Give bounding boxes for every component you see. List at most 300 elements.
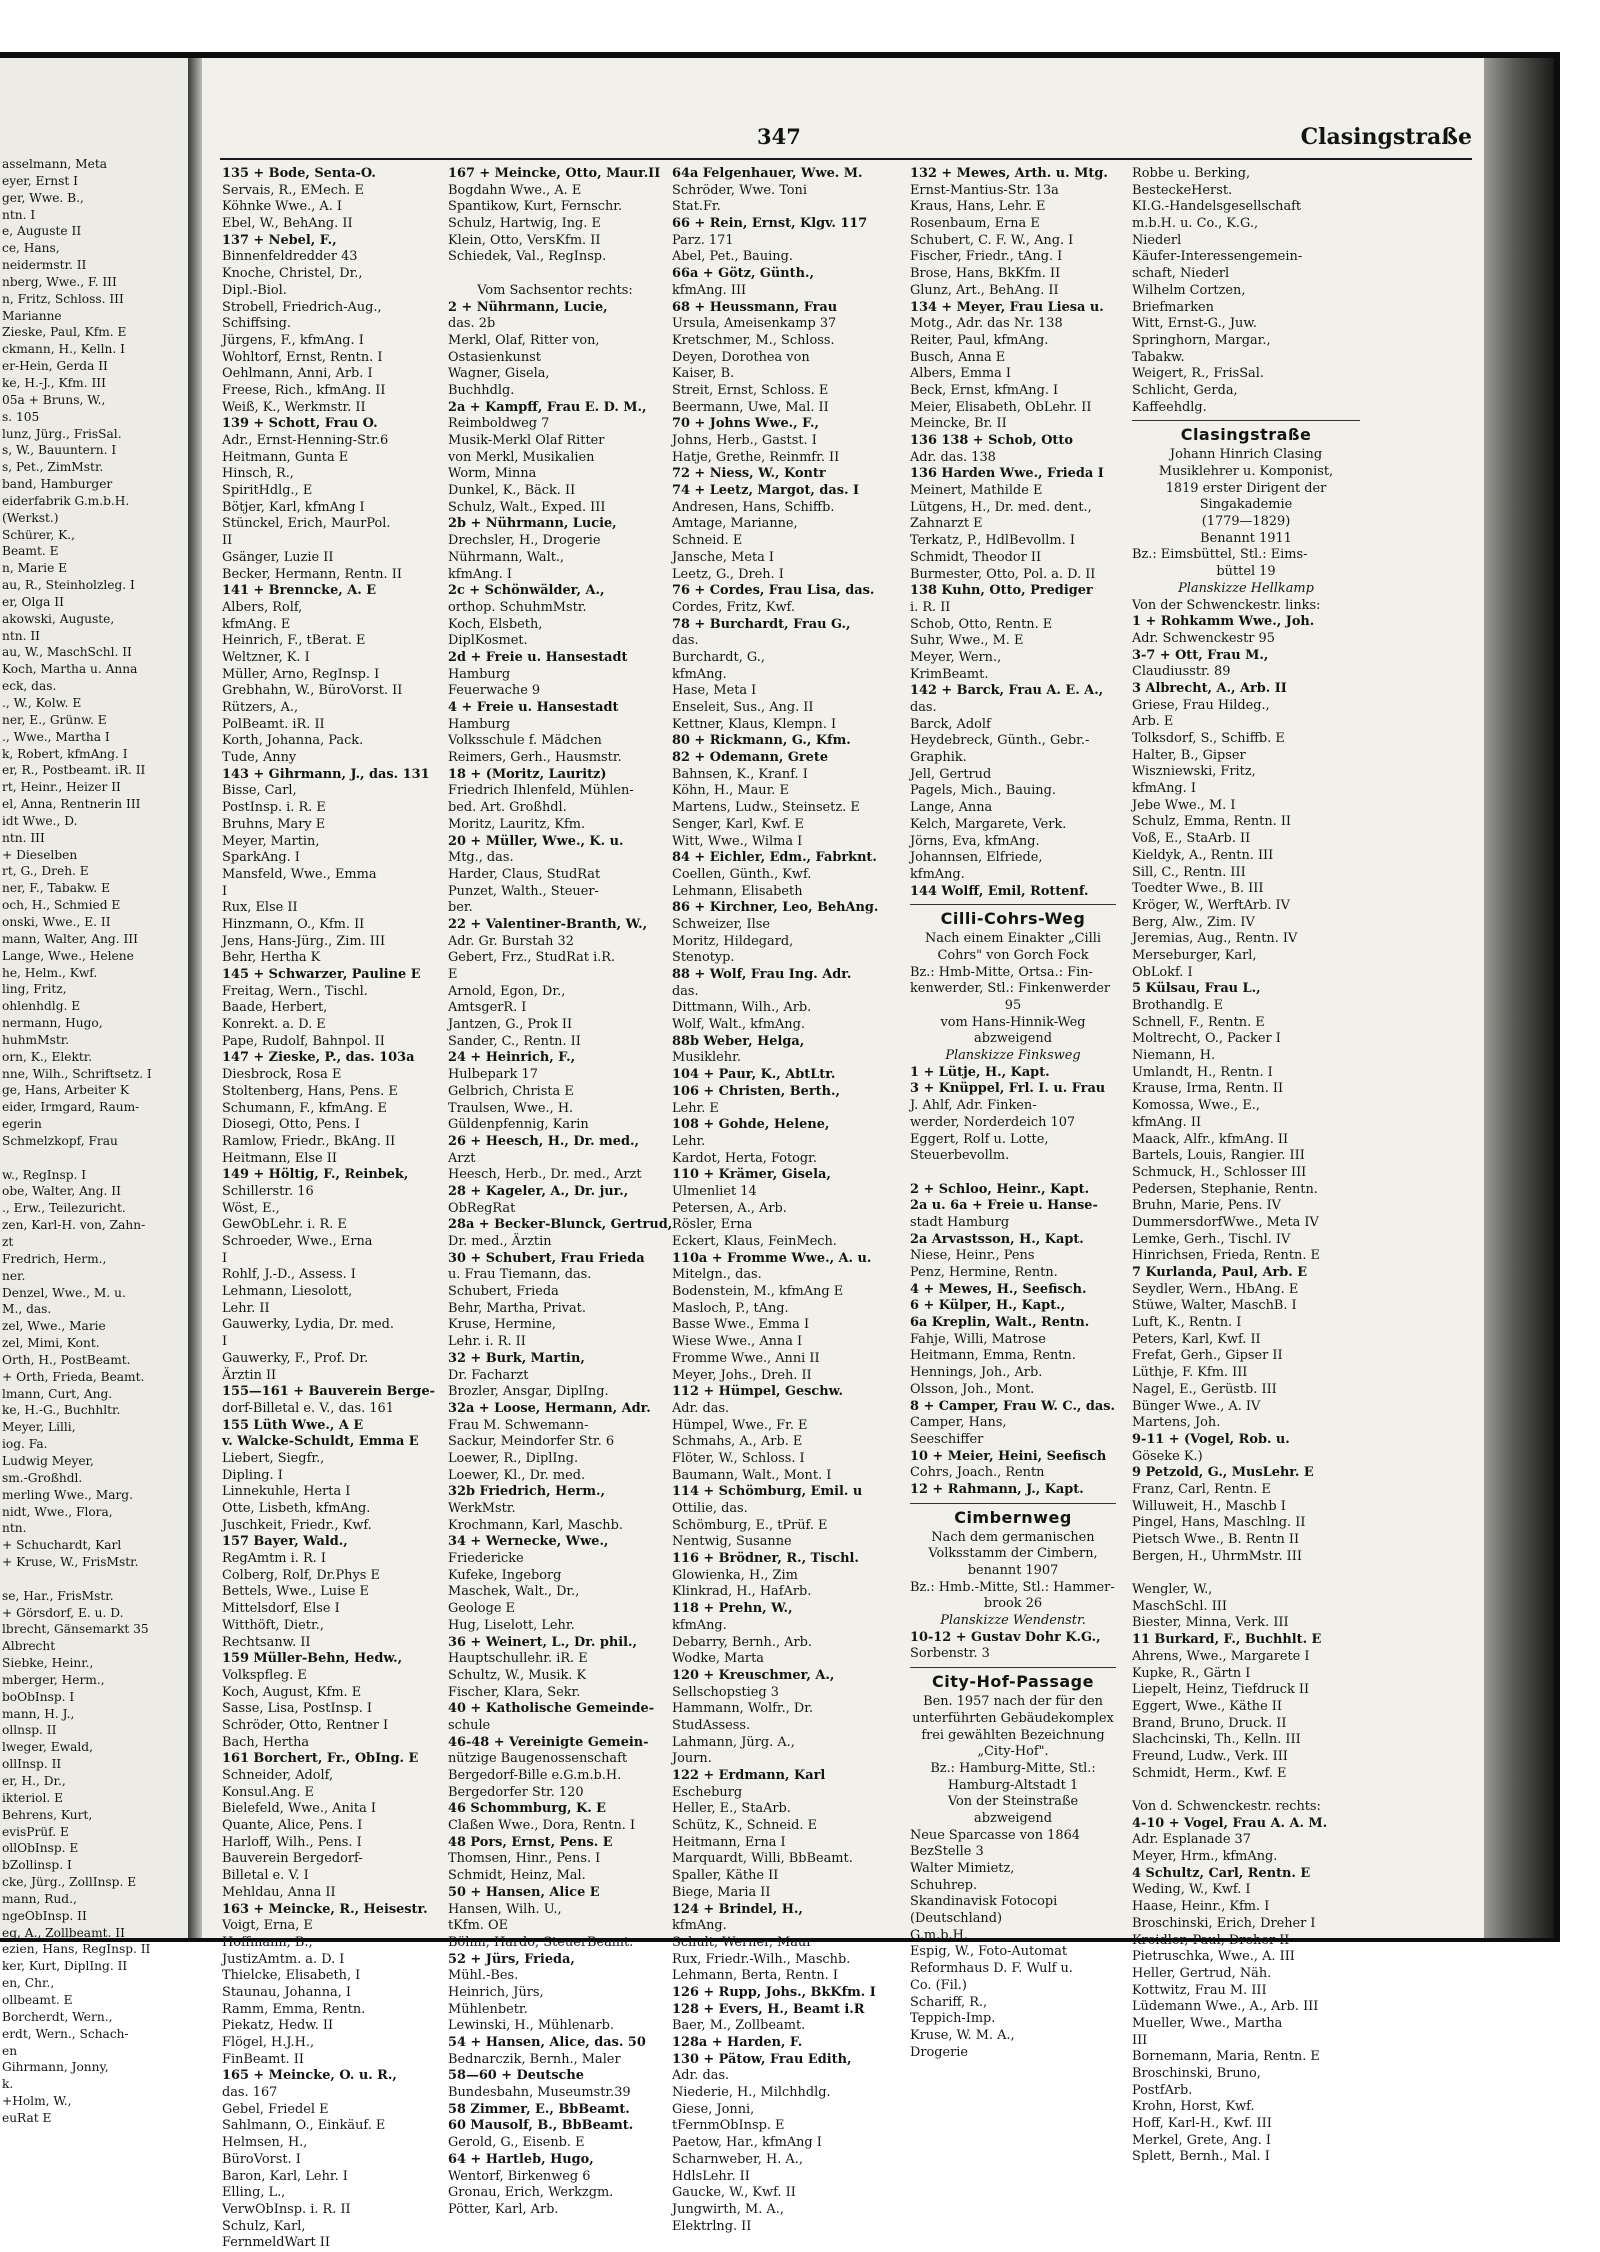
entry-line: Drogerie [910,2044,969,2060]
entry-line: kfmAng. [672,1918,727,1934]
entry-line: Korth, Johanna, Pack. [222,733,364,749]
entry-line: Meier, Elisabeth, ObLehr. II [910,399,1092,415]
entry-line: Heller, Gertrud, Näh. [1132,1965,1272,1981]
entry-line: Niese, Heinr., Pens [910,1248,1035,1264]
entry-line: Billetal e. V. I [222,1868,309,1884]
entry-line: kfmAng. III [672,282,747,298]
left-page-line: Behrens, Kurt, [2,1807,93,1822]
note-line: Nach einem Einakter „Cilli [924,931,1102,947]
note-line: Hamburg-Altstadt 1 [947,1777,1079,1793]
entry-line: Punzet, Walth., Steuer- [448,883,599,899]
entry-line: Andresen, Hans, Schiffb. [672,499,835,515]
left-page-line: ling, Fritz, [2,982,67,997]
entry-line: Senger, Karl, Kwf. E [672,816,804,832]
entry-line: Krause, Irma, Rentn. II [1132,1081,1284,1097]
entry-line: Marquardt, Willi, BbBeamt. [672,1851,853,1867]
left-page-line: ollnsp. II [2,1723,57,1738]
entry-line: Colberg, Rolf, Dr.Phys E [222,1567,380,1583]
house-number-line: 124 + Brindel, H., [672,1901,803,1917]
house-number-line: 66a + Götz, Günth., [672,266,814,282]
entry-line: Masloch, P., tAng. [672,1300,789,1316]
entry-line: kfmAng. II [1132,1114,1202,1130]
house-number-line: 104 + Paur, K., AbtLtr. [672,1067,836,1083]
entry-line: Freese, Rich., kfmAng. II [222,382,386,398]
entry-line: Schmidt, Herm., Kwf. E [1132,1765,1287,1781]
house-number-line: 12 + Rahmann, J., Kapt. [910,1481,1084,1497]
left-page-line: ollbeamt. E [2,1992,73,2007]
entry-line: kenwerder, Stl.: Finkenwerder [910,981,1111,997]
house-number-line: 144 Wolff, Emil, Rottenf. [910,883,1089,899]
entry-line: BesteckeHerst. [1132,182,1233,198]
entry-line: Zahnarzt E [910,516,983,532]
house-number-line: 143 + Gihrmann, J., das. 131 [222,766,430,782]
entry-line: Köhnke Wwe., A. I [222,199,342,215]
entry-line: tFernmObInsp. E [672,2118,785,2134]
entry-line: Burchardt, G., [672,649,765,665]
entry-line: Binnenfeldredder 43 [222,249,358,265]
entry-line: RegAmtm i. R. I [222,1551,326,1567]
left-page-line: Lange, Wwe., Helene [2,948,134,963]
book-gutter [188,58,202,1938]
entry-line: Loewer, Kl., Dr. med. [448,1467,586,1483]
house-number-line: 112 + Hümpel, Geschw. [672,1384,843,1400]
entry-line: Pietruschka, Wwe., A. III [1132,1949,1295,1965]
entry-line: Rux, Friedr.-Wilh., Maschb. [672,1951,851,1967]
note-line: (1779—1829) [1201,514,1291,530]
entry-line: Linnekuhle, Herta I [222,1484,351,1500]
entry-line: Merkel, Grete, Ang. I [1132,2132,1271,2148]
entry-line: Splett, Bernh., Mal. I [1132,2149,1270,2165]
street-heading: Clasingstraße [1132,420,1360,447]
entry-line: Heinrich, Jürs, [448,1984,544,2000]
entry-line: Gelbrich, Christa E [448,1083,574,1099]
left-page-line: + Dieselben [2,847,78,862]
entry-line: Kieldyk, A., Rentn. III [1132,847,1274,863]
street-header: Clasingstraße [1300,124,1472,150]
header-rule [220,158,1472,160]
left-page-line: eiderfabrik G.m.b.H. [2,493,130,508]
entry-line: Schariff, R., [910,1994,988,2010]
entry-line: Schuhrep. [910,1877,978,1893]
entry-line: Dipling. I [222,1467,283,1483]
left-page-line [2,1150,186,1167]
note-line: Bz.: Hamburg-Mitte, Stl.: [930,1760,1096,1776]
entry-line: Sill, C., Rentn. III [1132,864,1246,880]
left-page-line: mann, Walter, Ang. III [2,931,138,946]
house-number-line: 84 + Eichler, Edm., Fabrknt. [672,850,877,866]
entry-line: Schlicht, Gerda, [1132,382,1238,398]
entry-line: Barck, Adolf [910,716,991,732]
left-page-line: Denzel, Wwe., M. u. [2,1285,126,1300]
entry-line: Steuerbevollm. [910,1148,1010,1164]
entry-line: FernmeldWart II [222,2235,330,2251]
house-number-line: 4 + Mewes, H., Seefisch. [910,1281,1087,1297]
entry-line: DummersdorfWwe., Meta IV [1132,1214,1319,1230]
entry-line: Mühl.-Bes. [448,1968,519,1984]
entry-line: Bogdahn Wwe., A. E [448,182,582,198]
left-page-line: M., das. [2,1302,52,1317]
entry-line: Lehmann, Liesolott, [222,1284,353,1300]
house-number-line: 88 + Wolf, Frau Ing. Adr. [672,967,852,982]
entry-line: Klinkrad, H., HafArb. [672,1584,812,1600]
entry-line: Lehr. E [672,1100,719,1116]
house-number-line: 147 + Zieske, P., das. 103a [222,1050,415,1066]
entry-line: Meyer, Johs., Dreh. II [672,1367,812,1383]
house-number-line: v. Walcke-Schuldt, Emma E [222,1434,419,1450]
entry-line: Heitmann, Else II [222,1150,337,1166]
entry-line: Gerold, G., Eisenb. E [448,2135,585,2151]
house-number-line: 167 + Meincke, Otto, Maur.II [448,166,661,181]
left-page-line: (Werkst.) [2,510,59,525]
left-page-line: nne, Wilh., Schriftsetz. I [2,1066,152,1081]
house-number-line: 78 + Burchardt, Frau G., [672,616,851,632]
entry-line: Volksschule f. Mädchen [448,733,602,749]
entry-line: Wiese Wwe., Anna I [672,1334,803,1350]
left-page-line: er, Olga II [2,594,64,609]
left-page-line: ker, Kurt, DiplIng. II [2,1959,128,1974]
left-page-line: ollObInsp. E [2,1841,79,1856]
note-line: Volksstamm der Cimbern, [928,1546,1098,1562]
entry-line: Jürgens, F., kfmAng. I [222,332,364,348]
entry-line: Wodke, Marta [672,1651,764,1667]
entry-line: VerwObInsp. i. R. II [222,2201,351,2217]
entry-line: Bodenstein, M., kfmAng E [672,1284,844,1300]
entry-line: Witt, Wwe., Wilma I [672,833,803,849]
note-line: Singakademie [1199,497,1293,513]
entry-line: Meyer, Wern., [910,649,1002,665]
left-page-line: huhmMstr. [2,1032,70,1047]
entry-line: Freund, Ludw., Verk. III [1132,1748,1288,1764]
entry-line: Lüthje, F. Kfm. III [1132,1365,1248,1381]
left-page-line: w., RegInsp. I [2,1167,87,1182]
entry-line: Hauptschullehr. iR. E [448,1651,588,1667]
left-page-line: Orth, H., PostBeamt. [2,1352,131,1367]
entry-line: Johns, Herb., Gastst. I [672,433,817,448]
entry-line: Slachcinski, Th., Kelln. III [1132,1732,1301,1748]
house-number-line: 46-48 + Vereinigte Gemein- [448,1734,649,1750]
house-number-line: 1 + Lütje, H., Kapt. [910,1064,1050,1080]
entry-line: Schillerstr. 16 [222,1183,314,1199]
entry-line: Biester, Minna, Verk. III [1132,1615,1289,1631]
entry-line: Mtg., das. [448,850,514,866]
left-page-line: en, Chr., [2,1976,55,1991]
entry-line: StudAssess. [672,1717,751,1733]
entry-line: Gsänger, Luzie II [222,549,334,565]
entry-line: Cohrs, Joach., Rentn [910,1465,1045,1481]
entry-line: Fromme Wwe., Anni II [672,1350,820,1366]
left-page-line: eg, A., Zollbeamt. II [2,1925,125,1940]
left-page-line: Borcherdt, Wern., [2,2009,113,2024]
left-page-line: onski, Wwe., E. II [2,914,111,929]
left-page-line: Meyer, Lilli, [2,1420,76,1435]
entry-line: Friedrich Ihlenfeld, Mühlen- [448,783,634,799]
house-number-line: 128a + Harden, F. [672,2035,803,2050]
left-page-line: zel, Wwe., Marie [2,1319,106,1334]
entry-line: Baade, Herbert, [222,1000,328,1016]
entry-line: Ostasienkunst [448,349,541,365]
house-number-line: 3 + Knüppel, Frl. I. u. Frau [910,1081,1106,1097]
entry-line: Lehr. i. R. II [448,1334,526,1350]
entry-line: WerkMstr. [448,1501,516,1516]
left-page-line: Koch, Martha u. Anna [2,662,138,677]
entry-line: Heitmann, Gunta E [222,449,349,465]
house-number-line: 128 + Evers, H., Beamt i.R [672,2001,865,2017]
house-number-line: 54 + Hansen, Alice, das. 50 [448,2035,646,2050]
house-number-line: 2a Arvastsson, H., Kapt. [910,1231,1084,1247]
entry-line: Deyen, Dorothea von [672,349,810,365]
note-line: vom Hans-Hinnik-Weg [940,1014,1086,1030]
left-page-line: ezien, Hans, RegInsp. II [2,1942,151,1957]
house-number-line: 50 + Hansen, Alice E [448,1884,600,1900]
left-page-line: rt, G., Dreh. E [2,864,89,879]
left-page-line: akowski, Auguste, [2,611,115,626]
entry-line: E [448,967,458,982]
entry-line: Maack, Alfr., kfmAng. II [1132,1131,1289,1147]
entry-line: Kröger, W., WerftArb. IV [1132,897,1290,913]
entry-line: I [222,1250,228,1266]
entry-line: FinBeamt. II [222,2051,304,2067]
entry-line: m.b.H. u. Co., K.G., [1132,216,1259,232]
entry-line: nützige Baugenossenschaft [448,1751,628,1767]
entry-line: Dr. med., Ärztin [448,1234,552,1249]
entry-line: Bisse, Carl, [222,783,297,799]
entry-line: Kupke, R., Gärtn I [1132,1665,1251,1681]
entry-line: Konrekt. a. D. E [222,1017,326,1033]
entry-line: stadt Hamburg [910,1214,1010,1230]
house-number-line: 141 + Brenncke, A. E [222,583,377,599]
house-number-line: 161 Borchert, Fr., ObIng. E [222,1751,419,1767]
entry-line: Glunz, Art., BehAng. II [910,282,1059,298]
house-number-line: 135 + Bode, Senta-O. [222,166,376,181]
left-page-line: rt, Heinr., Heizer II [2,780,121,795]
entry-line [1132,1782,1360,1799]
entry-line: Cordes, Fritz, Kwf. [672,599,795,615]
entry-line: Hinzmann, O., Kfm. II [222,916,365,932]
entry-line: Schütz, K., Schneid. E [672,1818,818,1834]
entry-line: BezStelle 3 [910,1844,984,1860]
house-number-line: 138 Kuhn, Otto, Prediger [910,583,1093,599]
entry-line: Kottwitz, Frau M. III [1132,1982,1267,1998]
entry-line: Albers, Rolf, [222,599,303,615]
note-line: benannt 1907 [967,1563,1059,1578]
house-number-line: 155—161 + Bauverein Berge- [222,1384,435,1400]
left-page-line: lbrecht, Gänsemarkt 35 [2,1622,149,1637]
house-number-line: 34 + Wernecke, Wwe., [448,1534,609,1550]
entry-line: Fischer, Friedr., tAng. I [910,249,1063,265]
house-number-line: 80 + Rickmann, G., Kfm. [672,733,851,749]
left-page-line: nermann, Hugo, [2,1016,103,1031]
entry-line: Jungwirth, M. A., [672,2201,784,2217]
entry-line: Pietsch Wwe., B. Rentn II [1132,1532,1300,1547]
left-page-line: ger, Wwe. B., [2,190,84,205]
note-line: abzweigend [974,1031,1052,1047]
house-number-line: 4-10 + Vogel, Frau A. A. M. [1132,1815,1328,1831]
entry-line: Von d. Schwenckestr. rechts: [1132,1799,1321,1814]
entry-line: Jebe Wwe., M. I [1132,797,1236,813]
left-page-line: nidt, Wwe., Flora, [2,1504,113,1519]
entry-line: Eckert, Klaus, FeinMech. [672,1234,837,1249]
entry-line: Teppich-Imp. [910,2011,996,2027]
house-number-line: 163 + Meincke, R., Heisestr. [222,1901,428,1917]
entry-line: Arnold, Egon, Dr., [448,983,566,999]
entry-line: Feuerwache 9 [448,683,541,699]
entry-line: Tude, Anny [222,750,297,766]
entry-line: Geologe E [448,1601,515,1617]
entry-line: Rützers, A., [222,700,299,715]
entry-line: kfmAng. I [1132,781,1196,797]
entry-line: Sahlmann, O., Einkäuf. E [222,2118,386,2134]
left-page-line: n, Fritz, Schloss. III [2,291,124,306]
left-page-line: + Görsdorf, E. u. D. [2,1605,124,1620]
entry-line: Friedericke [448,1551,524,1567]
entry-line: Lehr. [672,1133,706,1149]
entry-line: Schubert, Frieda [448,1284,559,1300]
entry-line: Beermann, Uwe, Mal. II [672,399,829,415]
entry-line: Pingel, Hans, Maschlng. II [1132,1515,1306,1531]
house-number-line: 7 Kurlanda, Paul, Arb. E [1132,1265,1308,1280]
entry-line: Kruse, W. M. A., [910,2027,1015,2043]
left-page-line: zen, Karl-H. von, Zahn- [2,1218,146,1233]
left-page-line: ge, Hans, Arbeiter K [2,1083,129,1098]
column-2 [448,166,673,2219]
entry-line: Bahnsen, K., Kranf. I [672,766,808,782]
entry-line: Merkl, Olaf, Ritter von, [448,332,600,348]
entry-line: Journ. [672,1751,712,1767]
left-page-line: er, R., Postbeamt. iR. II [2,763,146,778]
entry-line: Staunau, Johanna, I [222,1984,351,2000]
house-number-line: 74 + Leetz, Margot, das. I [672,483,860,499]
entry-line: Heitmann, Emma, Rentn. [910,1348,1076,1364]
entry-line: schaft, Niederl [1132,266,1230,282]
entry-line: Von der Schwenckestr. links: [1132,597,1321,613]
note-line: „City-Hof". [977,1744,1049,1760]
entry-line: Lehr. II [222,1300,270,1316]
entry-line: Nentwig, Susanne [672,1534,792,1550]
note-line: Vom Sachsentor rechts: [477,282,633,298]
entry-line: Schmidt, Theodor II [910,549,1042,565]
house-number-line: 159 Müller-Behn, Hedw., [222,1651,403,1667]
entry-line: Stat.Fr. [672,199,721,215]
entry-line: Hinsch, R., [222,466,294,482]
left-page-line: sm.-Großhdl. [2,1470,83,1485]
entry-line: Willuweit, H., Maschb I [1132,1498,1286,1514]
left-page-line: euRat E [2,2110,52,2125]
left-page-line: 05a + Bruns, W., [2,392,106,407]
left-page-line: asselmann, Meta [2,157,108,171]
entry-line: Dunkel, K., Bäck. II [448,483,576,499]
entry-line: Hamburg [448,666,511,682]
house-number-line: 2a + Kampff, Frau E. D. M., [448,399,647,415]
entry-line: Brozler, Ansgar, DiplIng. [448,1384,609,1400]
entry-line: Hamburg [448,716,511,732]
entry-line: Rösler, Erna [672,1217,753,1233]
entry-line: Broschinski, Bruno, [1132,2066,1261,2081]
left-page-line: + Schuchardt, Karl [2,1538,122,1553]
house-number-line: 20 + Müller, Wwe., K. u. [448,833,624,849]
entry-line: Liebert, Siegfr., [222,1450,325,1466]
entry-line: Oehlmann, Anni, Arb. I [222,366,373,382]
house-number-line: 6a Kreplin, Walt., Rentn. [910,1315,1090,1331]
house-number-line: 66 + Rein, Ernst, Klgv. 117 [672,216,868,232]
entry-line: Bergen, H., UhrmMstr. III [1132,1548,1302,1564]
entry-line: Bötjer, Karl, kfmAng I [222,499,365,515]
entry-line: Frefat, Gerh., Gipser II [1132,1348,1283,1364]
column-1 [222,166,435,2252]
left-page-line: ner. [2,1268,26,1283]
entry-line: Jeremias, Aug., Rentn. IV [1132,931,1298,947]
entry-line: Reimboldweg 7 [448,416,550,432]
house-number-line: 58—60 + Deutsche [448,2068,584,2084]
left-page-fragment [0,58,188,2125]
entry-line: Kruse, Hermine, [448,1317,556,1333]
left-page-line: k. [2,2077,14,2092]
house-number-line: 4 Schultz, Carl, Rentn. E [1132,1865,1311,1881]
entry-line: Wagner, Gisela, [448,366,550,382]
entry-line: Grebhahn, W., BüroVorst. II [222,683,403,699]
entry-line: von Merkl, Musikalien [448,449,595,465]
left-page-line: eider, Irmgard, Raum- [2,1100,140,1115]
house-number-line: 145 + Schwarzer, Pauline E [222,967,421,982]
entry-line: Krohn, Horst, Kwf. [1132,2099,1255,2115]
house-number-line: 28 + Kageler, A., Dr. jur., [448,1183,629,1199]
house-number-line: 58 Zimmer, E., BbBeamt. [448,2101,630,2117]
entry-line: Hatje, Grethe, Reinmfr. II [672,449,840,465]
left-page-line: ohlenhdlg. E [2,999,81,1014]
house-number-line: 32a + Loose, Hermann, Adr. [448,1400,651,1416]
entry-line: Wengler, W., [1132,1582,1213,1598]
left-page-line: + Kruse, W., FrisMstr. [2,1555,139,1570]
entry-line: Ärztin II [222,1367,277,1383]
entry-line: Juschkeit, Friedr., Kwf. [222,1517,372,1533]
entry-line: Debarry, Bernh., Arb. [672,1634,812,1650]
left-page-line: e, Auguste II [2,224,82,239]
entry-line: Bz.: Hmb.-Mitte, Stl.: Hammer- [910,1579,1115,1595]
entry-line: Walter Mimietz, [910,1861,1015,1876]
entry-line: Camper, Hans, [910,1415,1007,1431]
entry-line: Sorbenstr. 3 [910,1646,990,1662]
note-line: Benannt 1911 [1200,530,1292,546]
entry-line: Diosegi, Otto, Pens. I [222,1117,360,1133]
entry-line: J. Ahlf, Adr. Finken- [910,1098,1037,1114]
entry-line: Heesch, Herb., Dr. med., Arzt [448,1167,642,1183]
entry-line: Freitag, Wern., Tischl. [222,983,368,999]
house-number-line: 40 + Katholische Gemeinde- [448,1701,655,1717]
entry-line: Basse Wwe., Emma I [672,1317,810,1333]
entry-line: Mansfeld, Wwe., Emma [222,866,377,882]
left-page-line: mann, Rud., [2,1891,77,1906]
entry-line: Koch, Elsbeth, [448,616,543,632]
entry-line: kfmAng. I [448,566,512,582]
entry-line: Jörns, Eva, kfmAng. [910,833,1040,849]
entry-line: Hoffmann, B., [222,1934,313,1950]
left-page-line: ntn. [2,1521,27,1536]
left-page-line: Zieske, Paul, Kfm. E [2,325,127,340]
entry-line: Burmester, Otto, Pol. a. D. II [910,566,1096,582]
entry-line: MaschSchl. III [1132,1598,1227,1614]
directory-page [202,58,1484,2251]
entry-line: Schneider, Adolf, [222,1768,334,1783]
entry-line: Lüdemann Wwe., A., Arb. III [1132,1999,1319,2015]
note-line: abzweigend [974,1810,1052,1826]
street-heading: Cimbernweg [910,1503,1116,1530]
house-number-line: 1 + Rohkamm Wwe., Joh. [1132,614,1315,630]
house-number-line: 3 Albrecht, A., Arb. II [1132,680,1287,696]
entry-line: Harloff, Wilh., Pens. I [222,1834,362,1850]
entry-line: Mittelsdorf, Else I [222,1601,340,1617]
entry-line: Pape, Rudolf, Bahnpol. II [222,1033,385,1049]
entry-line: Bergedorf-Bille e.G.m.b.H. [448,1768,622,1783]
entry-line: Umlandt, H., Rentn. I [1132,1064,1273,1080]
